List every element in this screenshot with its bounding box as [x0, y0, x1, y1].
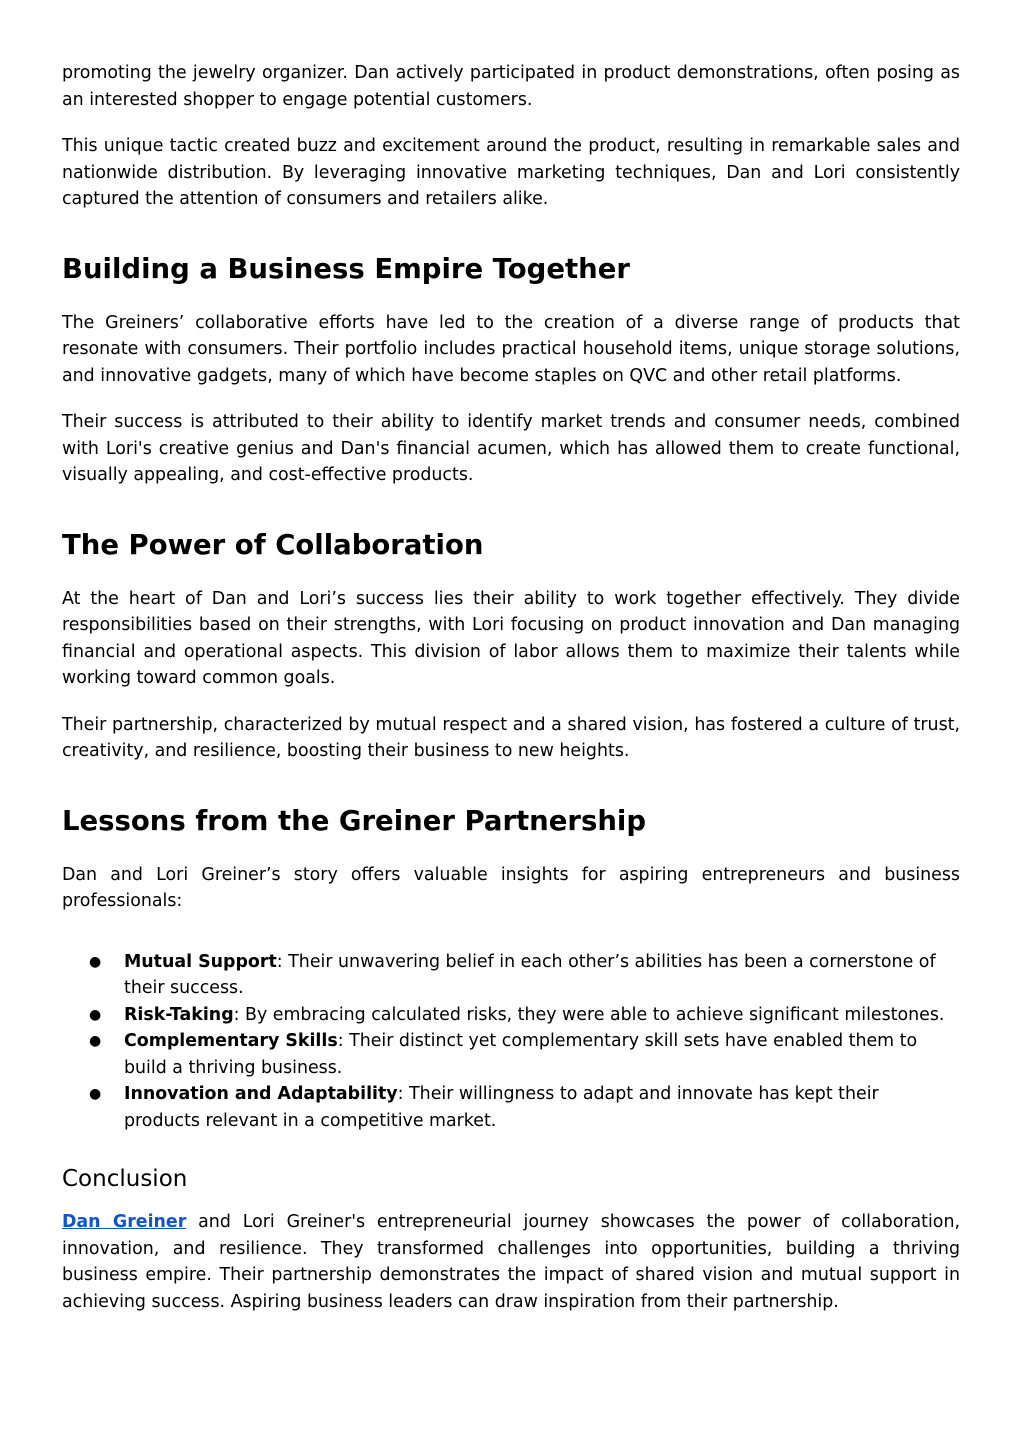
- conclusion-paragraph: [62, 1209, 960, 1315]
- heading-conclusion: Conclusion: [62, 1166, 188, 1192]
- collab-paragraph-2: Their partnership, characterized by mutual respect and a shared vision, has fostered a culture of trust, creativity, and resilience, boosting their business to new heights.: [62, 714, 960, 761]
- heading-lessons: Lessons from the Greiner Partnership: [62, 804, 647, 837]
- heading-power-of-collaboration: The Power of Collaboration: [62, 528, 484, 561]
- bullet-icon: ●: [89, 1033, 102, 1049]
- heading-business-empire: Building a Business Empire Together: [62, 252, 630, 285]
- intro-paragraph-2: This unique tactic created buzz and excitement around the product, resulting in remarkable sales and nationwide distribution. By leveraging innovative marketing techniques, Dan and Lori consistently captured the attention of consumers and retailers alike.: [62, 136, 960, 209]
- list-item-text: : Their willingness to adapt and innovate has kept their products relevant in a competitive market.: [124, 1084, 879, 1131]
- list-item-term: Mutual Support: [124, 951, 277, 972]
- empire-paragraph-2: Their success is attributed to their ability to identify market trends and consumer needs, combined with Lori's creative genius and Dan's financial acumen, which has allowed them to create functional, visually appealing, and cost-effective products.: [62, 412, 960, 485]
- collab-paragraph-1: At the heart of Dan and Lori’s success lies their ability to work together effectively. They divide responsibilities based on their strengths, with Lori focusing on product innovation and Dan managing financial and operational aspects. This division of labor allows them to maximize their talents while working toward common goals.: [62, 588, 960, 688]
- empire-paragraph-1: The Greiners’ collaborative efforts have led to the creation of a diverse range of products that resonate with consumers. Their portfolio includes practical household items, unique storage solutions, and innovative gadgets, many of which have become staples on QVC and other retail platforms.: [62, 312, 960, 386]
- lessons-list: [62, 949, 960, 1135]
- list-item: [89, 949, 960, 1002]
- list-item: [89, 1081, 960, 1134]
- intro-paragraph-1: promoting the jewelry organizer. Dan actively participated in product demonstrations, often posing as an interested shopper to engage potential customers.: [62, 63, 960, 110]
- list-item: [89, 1002, 960, 1029]
- lessons-paragraph-1: Dan and Lori Greiner’s story offers valuable insights for aspiring entrepreneurs and business professionals:: [62, 864, 960, 911]
- list-item: [89, 1028, 960, 1081]
- list-item-term: Innovation and Adaptability: [124, 1084, 398, 1104]
- list-item-text: : Their unwavering belief in each other’s abilities has been a cornerstone of their success.: [124, 951, 936, 998]
- list-item-text: : By embracing calculated risks, they were able to achieve significant milestones.: [233, 1004, 945, 1025]
- list-item-term: Risk-Taking: [124, 1004, 234, 1025]
- bullet-icon: ●: [89, 1086, 102, 1102]
- bullet-icon: ●: [89, 1006, 102, 1023]
- list-item-term: Complementary Skills: [124, 1031, 338, 1051]
- conclusion-body: and Lori Greiner's entrepreneurial journey showcases the power of collaboration, innovation, and resilience. They transformed challenges into opportunities, building a thriving business empire. Their partnership demonstrates the impact of shared vision and mutual support in achieving success. Aspiring business leaders can draw inspiration from their partnership.: [62, 1212, 961, 1312]
- bullet-icon: ●: [89, 953, 102, 970]
- list-item-text: : Their distinct yet complementary skill sets have enabled them to build a thriving business.: [124, 1031, 918, 1078]
- dan-greiner-link[interactable]: Dan Greiner: [62, 1212, 187, 1232]
